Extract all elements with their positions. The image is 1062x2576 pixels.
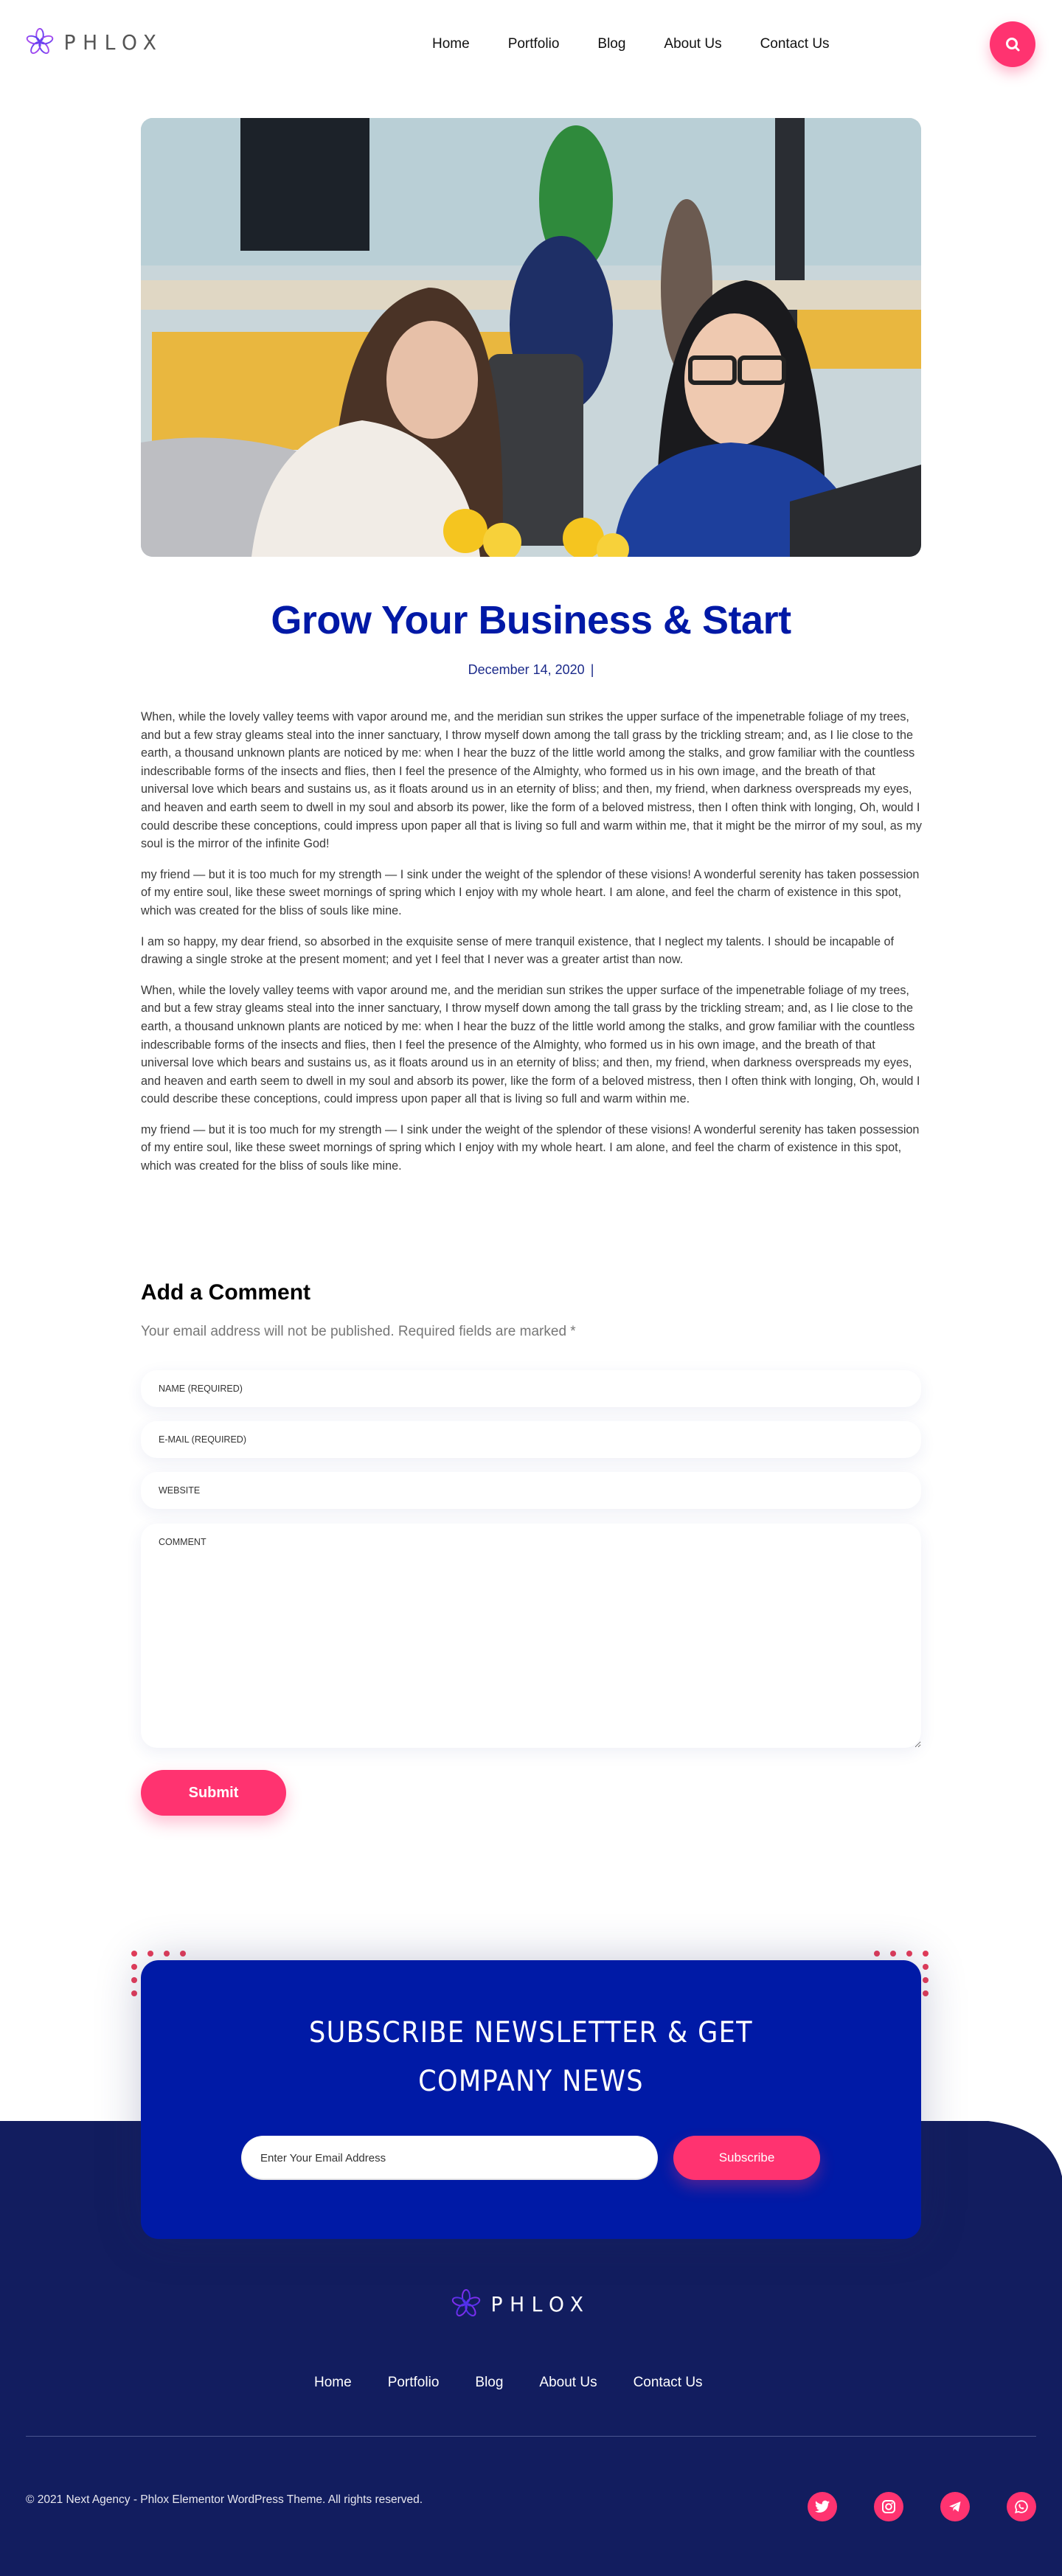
footer-nav-blog[interactable]: Blog xyxy=(475,2375,504,2390)
post-paragraph: my friend — but it is too much for my strength — I sink under the weight of the splendor of these visions! A wonderful serenity has taken possession of my entire soul, like these sweet mornings of spring which I enjoy with my whole heart. I am alone, and feel the charm of existence in this spot, which was created for the bliss of souls like mine. xyxy=(141,1122,920,1173)
nav-portfolio[interactable]: Portfolio xyxy=(507,36,560,52)
telegram-icon xyxy=(948,2499,962,2514)
footer-nav-about-us[interactable]: About Us xyxy=(539,2375,597,2390)
footer-divider xyxy=(26,2436,1036,2437)
instagram-icon xyxy=(881,2499,896,2514)
newsletter-email-input[interactable] xyxy=(241,2136,658,2180)
footer-logo[interactable] xyxy=(451,2288,593,2320)
submit-button[interactable]: Submit xyxy=(141,1770,286,1816)
search-button[interactable] xyxy=(990,21,1035,67)
nav-home[interactable]: Home xyxy=(432,36,470,52)
website-field[interactable] xyxy=(141,1472,921,1509)
comment-form-note: Your email address will not be published. Required fields are marked * xyxy=(141,1324,576,1339)
post-paragraph: When, while the lovely valley teems with vapor around me, and the meridian sun strikes the upper surface of the impenetrable foliage of my trees, and but a few stray gleams steal into the inner sanctuary, I throw myself down among the tall grass by the trickling stream; and, as I lie close to the earth, a thousand unknown plants are noticed by me: when I hear the buzz of the little world among the stalks, and grow familiar with the countless indescribable forms of the insects and flies, then I feel the presence of the Almighty, who formed us in his own image, and the breath of that universal love which bears and sustains us, as it floats around us in an eternity of bliss; and then, my friend, when darkness overspreads my eyes, and heaven and earth seem to dwell in my soul and absorb its power, like the form of a beloved mistress, then I often think with longing, Oh, would I could describe these conceptions, could impress upon paper all that is living so full and warm within me, that it might be the mirror of my soul, as my soul is the mirror of the infinite God! xyxy=(141,710,922,851)
meta-separator: | xyxy=(590,662,594,677)
logo-flower-icon xyxy=(451,2288,481,2319)
footer-curve-decoration xyxy=(922,2121,1062,2217)
subscribe-button[interactable]: Subscribe xyxy=(673,2136,820,2180)
newsletter-title-line1: SUBSCRIBE NEWSLETTER & GET xyxy=(309,2016,753,2049)
whatsapp-link[interactable] xyxy=(1007,2492,1036,2521)
whatsapp-icon xyxy=(1014,2499,1029,2514)
newsletter-title-line2: COMPANY NEWS xyxy=(418,2065,644,2098)
post-paragraph: I am so happy, my dear friend, so absorbed in the exquisite sense of mere tranquil existence, that I neglect my talents. I should be incapable of drawing a single stroke at the present moment; and yet I feel that I never was a greater artist than now. xyxy=(141,934,894,967)
post-featured-image xyxy=(141,118,921,557)
search-icon xyxy=(1004,36,1021,52)
post-paragraph: When, while the lovely valley teems with vapor around me, and the meridian sun strikes the upper surface of the impenetrable foliage of my trees, and but a few stray gleams steal into the inner sanctuary, I throw myself down among the tall grass by the trickling stream; and, as I lie close to the earth, a thousand unknown plants are noticed by me: when I hear the buzz of the little world among the stalks, and grow familiar with the countless indescribable forms of the insects and flies, then I feel the presence of the Almighty, who formed us in his own image, and the breath of that universal love which bears and sustains us, as it floats around us in an eternity of bliss; and then, my friend, when darkness overspreads my eyes, and heaven and earth seem to dwell in my soul and absorb its power, like the form of a beloved mistress, then I often think with longing, Oh, would I could describe these conceptions, could impress upon paper all that is living so full and warm within me. xyxy=(141,983,920,1106)
comment-form-title: Add a Comment xyxy=(141,1280,311,1305)
nav-blog[interactable]: Blog xyxy=(597,36,626,52)
logo-flower-icon xyxy=(26,27,54,57)
main-nav xyxy=(432,34,830,55)
instagram-link[interactable] xyxy=(874,2492,903,2521)
logo-text: PHLOX xyxy=(63,29,164,55)
nav-contact-us[interactable]: Contact Us xyxy=(760,36,830,52)
name-field[interactable] xyxy=(141,1370,921,1407)
comment-field[interactable] xyxy=(141,1524,921,1748)
site-header xyxy=(0,0,1062,90)
post-content xyxy=(141,708,923,1188)
footer-nav-contact-us[interactable]: Contact Us xyxy=(633,2375,703,2390)
twitter-link[interactable] xyxy=(808,2492,837,2521)
newsletter-section xyxy=(141,1960,921,2239)
telegram-link[interactable] xyxy=(940,2492,970,2521)
footer-logo-text: PHLOX xyxy=(490,2291,591,2316)
footer-nav-portfolio[interactable]: Portfolio xyxy=(387,2375,440,2390)
post-title: Grow Your Business & Start xyxy=(271,598,791,642)
post-meta xyxy=(141,661,921,678)
footer-nav-home[interactable]: Home xyxy=(314,2375,352,2390)
nav-about-us[interactable]: About Us xyxy=(664,36,722,52)
post-paragraph: my friend — but it is too much for my strength — I sink under the weight of the splendor of these visions! A wonderful serenity has taken possession of my entire soul, like these sweet mornings of spring which I enjoy with my whole heart. I am alone, and feel the charm of existence in this spot, which was created for the bliss of souls like mine. xyxy=(141,867,920,917)
site-logo[interactable] xyxy=(26,27,166,57)
email-field[interactable] xyxy=(141,1421,921,1458)
copyright-text: © 2021 Next Agency - Phlox Elementor WordPress Theme. All rights reserved. xyxy=(26,2493,423,2506)
footer-nav xyxy=(314,2373,703,2392)
post-date[interactable]: December 14, 2020 xyxy=(468,662,585,677)
twitter-icon xyxy=(815,2500,830,2513)
office-photo xyxy=(141,118,921,557)
newsletter-title xyxy=(180,2009,882,2106)
